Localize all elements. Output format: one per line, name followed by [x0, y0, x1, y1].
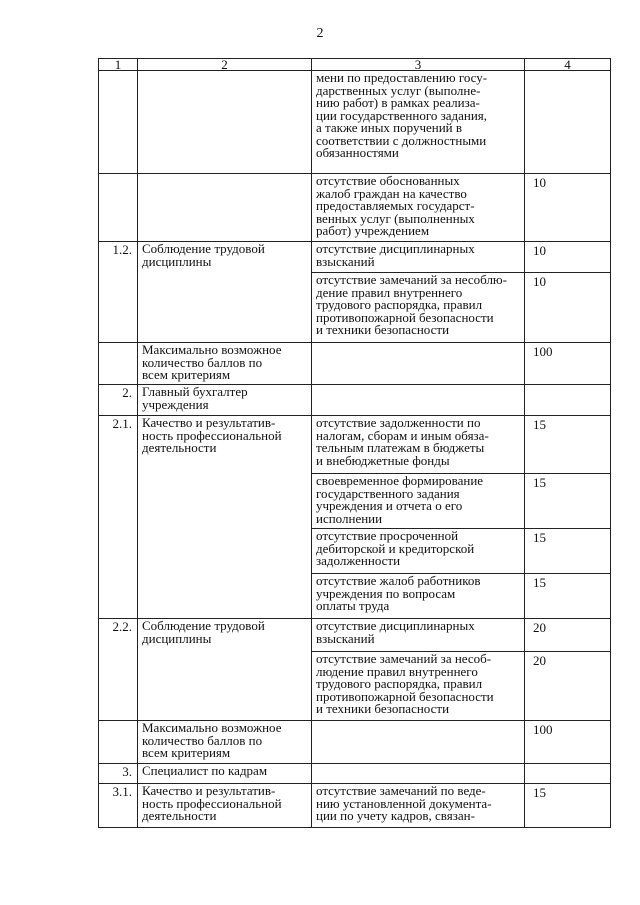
row-number: 1.2.	[99, 242, 138, 343]
criterion-cell: отсутствие жалоб работников учреждения по вопросам оплаты труда	[312, 574, 525, 619]
row-number: 2.2.	[99, 619, 138, 721]
points-cell: 15	[525, 474, 611, 529]
header-col-4: 4	[525, 59, 611, 71]
points-cell: 100	[525, 721, 611, 764]
points-cell: 20	[525, 652, 611, 721]
table-row	[99, 242, 611, 273]
row-number: 3.	[99, 764, 138, 784]
criterion-cell: отсутствие дисциплинарных взысканий	[312, 242, 525, 273]
table-row	[99, 721, 611, 764]
table-row	[99, 71, 611, 174]
indicator-name: Соблюдение трудовой дисциплины	[138, 619, 312, 721]
criterion-cell: отсутствие обоснованных жалоб граждан на качество предоставляемых государст- венных услуг (выполненных работ) учреждением	[312, 174, 525, 242]
points-cell: 10	[525, 273, 611, 343]
indicator-name: Качество и результатив- ность профессиональной деятельности	[138, 416, 312, 619]
page-number: 2	[316, 26, 324, 41]
points-cell: 10	[525, 242, 611, 273]
indicator-name: Соблюдение трудовой дисциплины	[138, 242, 312, 343]
points-cell: 10	[525, 174, 611, 242]
row-number: 3.1.	[99, 784, 138, 828]
table-header-row	[99, 59, 611, 71]
criteria-table	[98, 58, 611, 828]
criterion-cell: отсутствие дисциплинарных взысканий	[312, 619, 525, 652]
header-col-3: 3	[312, 59, 525, 71]
criterion-cell: отсутствие замечаний за несоб- людение правил внутреннего трудового распорядка, правил противопожарной безопасности и техники безопасности	[312, 652, 525, 721]
indicator-name: Качество и результатив- ность профессиональной деятельности	[138, 784, 312, 828]
table-row	[99, 784, 611, 828]
table-row	[99, 619, 611, 652]
criterion-cell: отсутствие замечаний по веде- нию установленной документа- ции по учету кадров, связан-	[312, 784, 525, 828]
points-cell: 15	[525, 784, 611, 828]
indicator-name: Главный бухгалтер учреждения	[138, 385, 312, 416]
points-cell: 15	[525, 416, 611, 474]
table-row	[99, 416, 611, 474]
header-col-1: 1	[99, 59, 138, 71]
criterion-cell: мени по предоставлению госу- дарственных услуг (выполне- нию работ) в рамках реализа- ции государственного задания, а также иных поручений в соответствии с должностными обязанностями	[312, 71, 525, 174]
points-cell: 15	[525, 574, 611, 619]
header-col-2: 2	[138, 59, 312, 71]
row-number: 2.	[99, 385, 138, 416]
points-cell: 15	[525, 529, 611, 574]
indicator-name: Максимально возможное количество баллов по всем критериям	[138, 343, 312, 385]
table-row	[99, 764, 611, 784]
points-cell: 20	[525, 619, 611, 652]
row-number: 2.1.	[99, 416, 138, 619]
indicator-name: Специалист по кадрам	[138, 764, 312, 784]
criterion-cell: отсутствие задолженности по налогам, сборам и иным обяза- тельным платежам в бюджеты и внебюджетные фонды	[312, 416, 525, 474]
table-row	[99, 343, 611, 385]
criterion-cell: отсутствие просроченной дебиторской и кредиторской задолженности	[312, 529, 525, 574]
indicator-name: Максимально возможное количество баллов по всем критериям	[138, 721, 312, 764]
points-cell: 100	[525, 343, 611, 385]
criterion-cell: своевременное формирование государственного задания учреждения и отчета о его исполнении	[312, 474, 525, 529]
table-row	[99, 385, 611, 416]
criterion-cell: отсутствие замечаний за несоблю- дение правил внутреннего трудового распорядка, правил противопожарной безопасности и техники безопасности	[312, 273, 525, 343]
table-row	[99, 174, 611, 242]
